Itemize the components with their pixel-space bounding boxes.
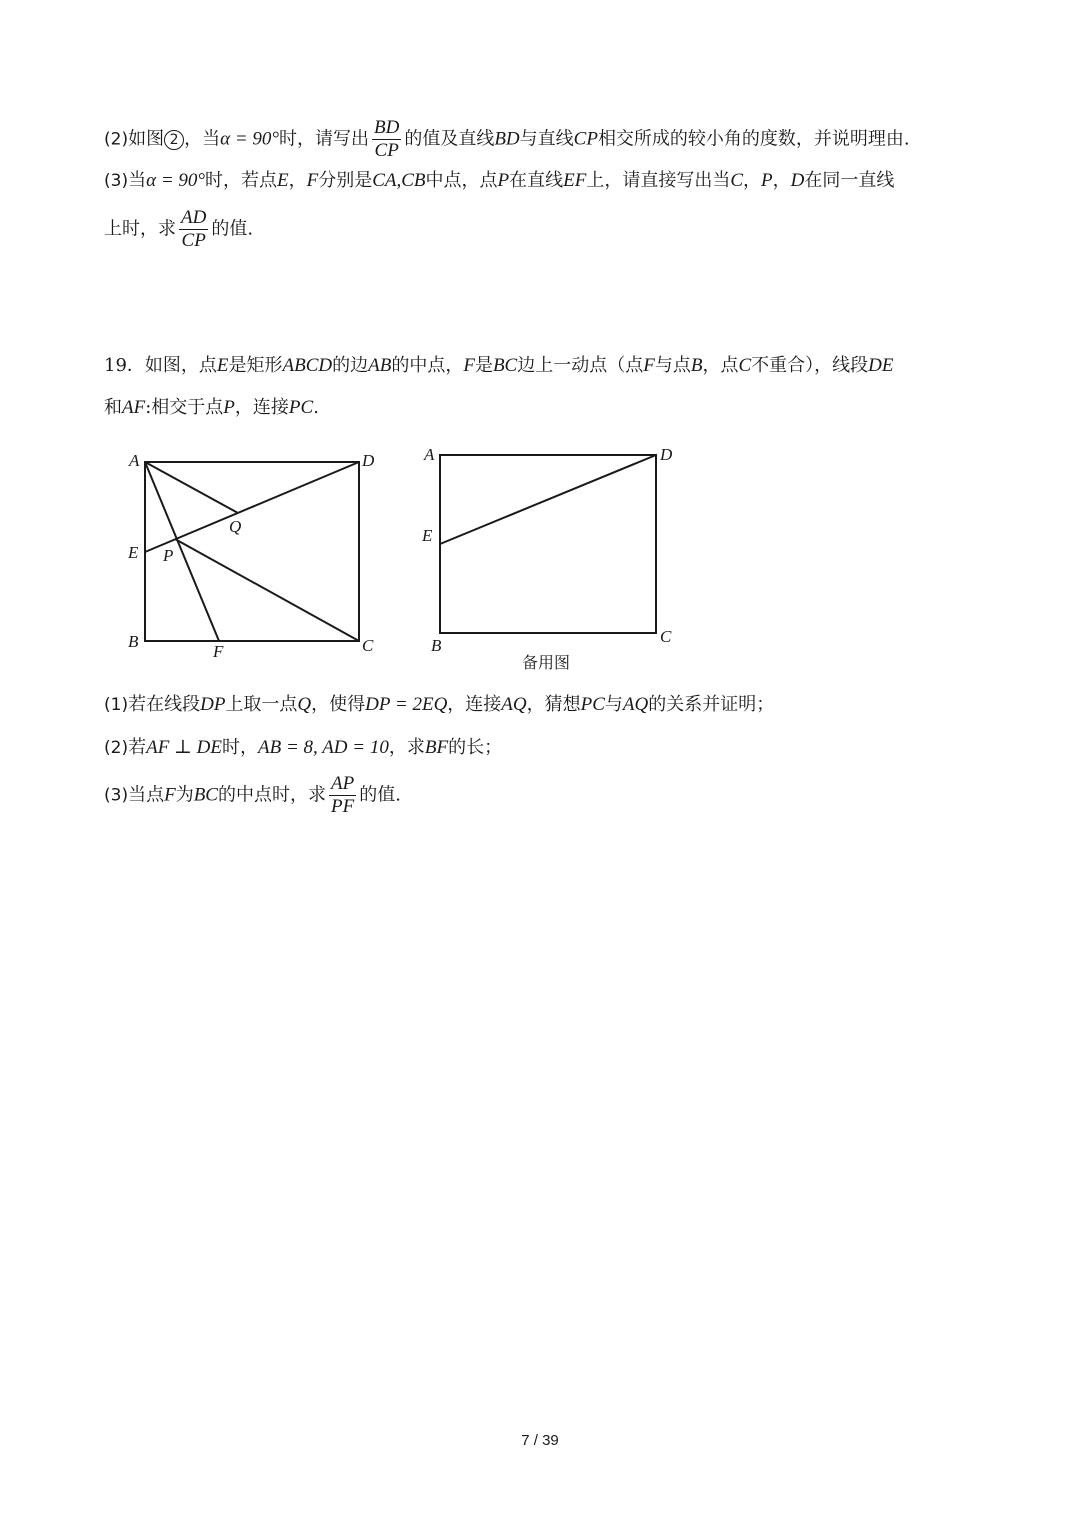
math-symbol: ABCD (282, 355, 333, 376)
q19-part2-line (104, 735, 502, 761)
math-symbol: E (277, 170, 289, 191)
math-symbol: F (306, 170, 319, 191)
part-tag: (2) (104, 738, 129, 758)
text: 相交所成的较小角的度数，并说明理由. (597, 128, 910, 150)
math-symbol: PC (288, 397, 314, 418)
fraction-denominator: CP (181, 230, 206, 251)
fraction-denominator: CP (374, 140, 399, 161)
text: ， (288, 170, 307, 191)
math-symbol: CA,CB (372, 170, 426, 191)
math-symbol: C (730, 170, 744, 191)
text: 与 (604, 694, 623, 715)
text: 边上一动点（点 (517, 355, 644, 376)
label-q: Q (229, 517, 242, 536)
math-symbol: AB (368, 355, 392, 376)
math-symbol: BC (193, 784, 218, 806)
math-symbol: AF (122, 397, 146, 418)
label-f: F (213, 642, 224, 661)
figure-caption: 备用图 (522, 653, 571, 672)
text: 当 (128, 170, 147, 191)
segment-de-spare (440, 455, 656, 544)
text: 与点 (654, 355, 691, 376)
math-symbol: P (761, 170, 773, 191)
fraction (179, 207, 208, 252)
math-symbol: DE (868, 355, 894, 376)
label-c: C (362, 636, 374, 655)
label-b: B (128, 632, 139, 651)
text: 的关系并证明； (648, 694, 775, 715)
text: 时，请写出 (279, 128, 369, 150)
circled-figure-number: 2 (164, 130, 184, 150)
math-symbol: C (738, 355, 752, 376)
text: 的值. (359, 784, 401, 806)
math-symbol: P (497, 170, 510, 191)
fraction-denominator: PF (330, 796, 355, 817)
text: 是矩形 (228, 355, 283, 376)
text: ， (743, 170, 762, 191)
part-tag: (3) (104, 171, 129, 191)
text: 如图 (128, 128, 165, 150)
math-symbol: AQ (501, 694, 527, 715)
text: 若在线段 (128, 694, 201, 715)
math-symbol: F (164, 784, 176, 806)
math-symbol: P (223, 397, 235, 418)
page-number: 7 / 39 (521, 1432, 559, 1449)
math-symbol: F (463, 355, 475, 376)
rectangle-abcd-spare (440, 455, 656, 633)
math-symbol: BF (424, 737, 449, 758)
text: 与直线 (519, 128, 574, 150)
text: ，求 (388, 737, 425, 758)
q18-part3-line2 (104, 207, 253, 252)
label-p: P (163, 546, 174, 565)
q19-part3-line (104, 773, 401, 818)
text: ，点 (702, 355, 739, 376)
fraction (329, 773, 356, 818)
text: 时， (222, 737, 259, 758)
text: 时，若点 (205, 170, 277, 191)
text: ，连接 (234, 397, 289, 418)
text: 是 (474, 355, 493, 376)
text: 的长； (448, 737, 503, 758)
label-d: D (660, 445, 673, 464)
text: 上时，求 (104, 218, 176, 240)
text: 在同一直线 (804, 170, 895, 191)
part-tag: (3) (104, 785, 129, 806)
label-a: A (129, 451, 140, 470)
text: 当点 (128, 784, 165, 806)
figure-1 (145, 462, 359, 641)
text: . (313, 397, 319, 418)
fraction (372, 117, 401, 162)
math-symbol: BC (492, 355, 518, 376)
text: :相交于点 (145, 397, 224, 418)
fraction-numerator: AP (330, 773, 355, 794)
math-symbol: D (790, 170, 805, 191)
label-e: E (128, 543, 139, 562)
label-a: A (424, 445, 435, 464)
fraction-numerator: AD (181, 207, 207, 228)
text: ，连接 (447, 694, 502, 715)
figure-2 (440, 455, 656, 633)
text: 中点，点 (425, 170, 498, 191)
text: 为 (175, 784, 194, 806)
text: 不重合），线段 (751, 355, 869, 376)
label-e: E (422, 526, 433, 545)
rectangle-abcd (145, 462, 359, 641)
text: 若 (128, 737, 147, 758)
label-b: B (431, 636, 442, 655)
math-symbol: B (690, 355, 703, 376)
text: 的边 (332, 355, 369, 376)
math-expression: DP = 2EQ (365, 694, 448, 715)
text: 的中点， (391, 355, 464, 376)
q19-stem-line2 (104, 395, 319, 421)
math-symbol: DP (200, 694, 226, 715)
math-expression: AB = 8, AD = 10 (258, 737, 389, 758)
math-symbol: EF (563, 170, 587, 191)
part-tag: (1) (104, 695, 129, 715)
label-d: D (362, 451, 375, 470)
text: ，当 (184, 128, 221, 150)
text: 上，请直接写出当 (586, 170, 731, 191)
fraction-numerator: BD (374, 117, 400, 138)
text: 上取一点 (225, 694, 298, 715)
geometry-figures (0, 440, 1080, 680)
math-symbol: E (216, 355, 229, 376)
q19-stem-line1 (104, 353, 893, 379)
math-expression: AF ⊥ DE (146, 737, 223, 758)
math-expression: α = 90° (220, 128, 279, 150)
text: ，猜想 (526, 694, 581, 715)
math-symbol: BD (494, 128, 520, 150)
q18-part2-line (104, 117, 910, 162)
text: ， (772, 170, 791, 191)
figure-2-labels (421, 445, 673, 672)
segment-aq (145, 462, 238, 513)
text: 分别是 (318, 170, 373, 191)
segment-af (145, 462, 219, 641)
question-number-text: 19．如图，点 (104, 355, 217, 376)
math-symbol: Q (297, 694, 312, 715)
math-symbol: AQ (622, 694, 649, 715)
math-symbol: F (643, 355, 655, 376)
math-expression: α = 90° (146, 170, 205, 191)
math-symbol: PC (580, 694, 605, 715)
part-tag: (2) (104, 129, 129, 150)
text: 和 (104, 397, 122, 418)
label-c: C (660, 627, 672, 646)
math-symbol: CP (573, 128, 598, 150)
q19-part1-line (104, 692, 774, 718)
q18-part3-line1 (104, 168, 894, 194)
text: 的值及直线 (404, 128, 495, 150)
text: 在直线 (509, 170, 564, 191)
text: 的中点时，求 (217, 784, 326, 806)
text: 的值. (211, 218, 254, 240)
text: ，使得 (311, 694, 366, 715)
segment-pc (175, 539, 359, 641)
